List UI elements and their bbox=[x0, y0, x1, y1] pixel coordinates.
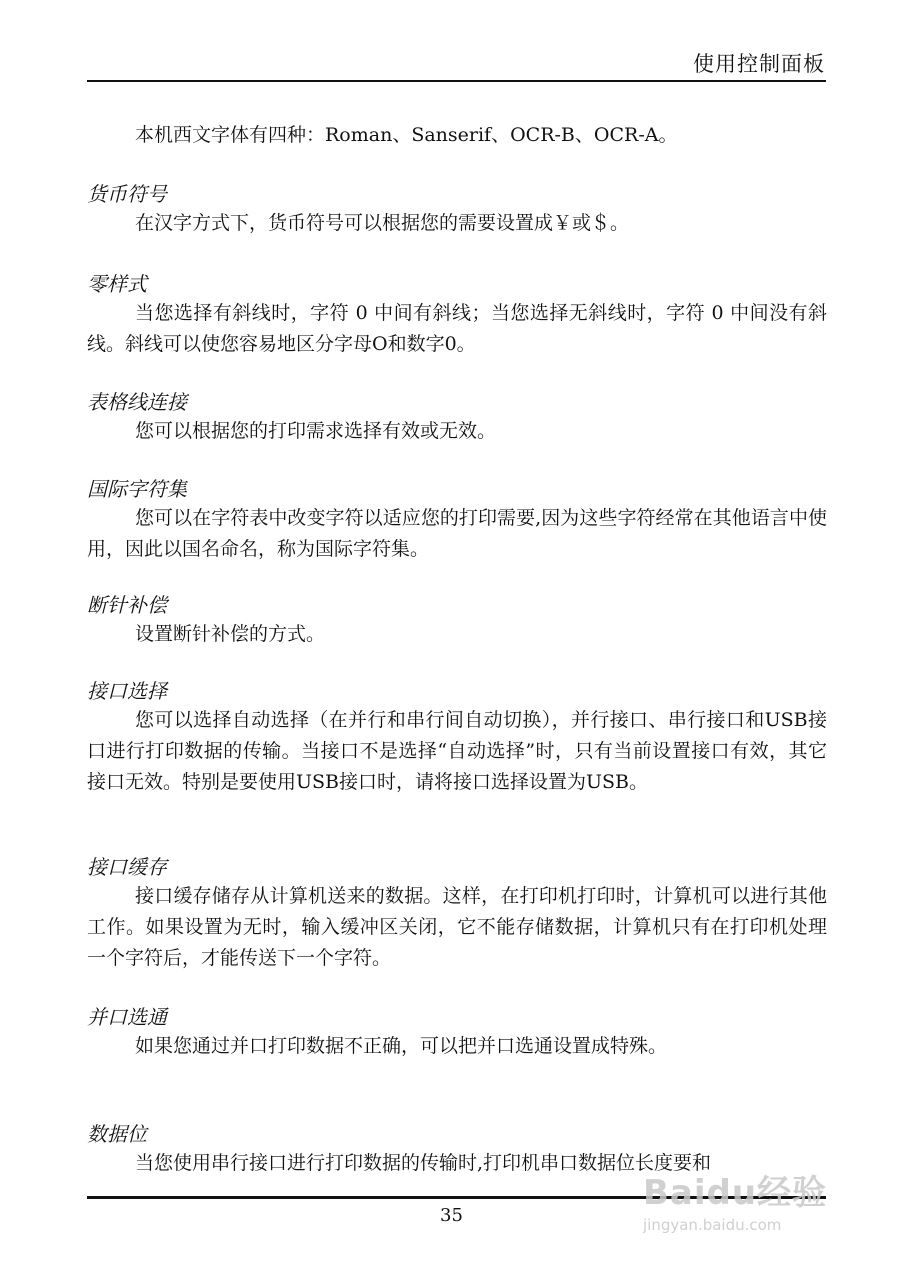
section-body: 当您使用串行接口进行打印数据的传输时,打印机串口数据位长度要和 bbox=[135, 1152, 712, 1174]
section-body: 接口缓存储存从计算机送来的数据。这样，在打印机打印时，计算机可以进行其他工作。如果设置为无时，输入缓冲区关闭，它不能存储数据，计算机只有在打印机处理一个字符后，才能传送下一个字符。 bbox=[87, 885, 827, 969]
section-body: 您可以选择自动选择（在并行和串行间自动切换），并行接口、串行接口和USB接口进行打印数据的传输。当接口不是选择“自动选择”时，只有当前设置接口有效，其它接口无效。特别是要使用USB接口时，请将接口选择设置为USB。 bbox=[87, 709, 827, 793]
section-broken-pin-comp bbox=[87, 591, 827, 650]
section-body: 您可以在字符表中改变字符以适应您的打印需要,因为这些字符经常在其他语言中使用，因此以国名命名，称为国际字符集。 bbox=[87, 507, 827, 560]
section-table-line-connect bbox=[87, 388, 827, 447]
section-title: 接口选择 bbox=[87, 679, 167, 703]
header-rule bbox=[87, 80, 826, 82]
section-title: 并口选通 bbox=[87, 1005, 167, 1029]
section-title: 零样式 bbox=[87, 272, 147, 296]
section-title: 接口缓存 bbox=[87, 855, 167, 879]
section-body: 在汉字方式下，货币符号可以根据您的需要设置成￥或＄。 bbox=[135, 212, 630, 234]
section-currency-symbol bbox=[87, 180, 827, 239]
section-title: 国际字符集 bbox=[87, 477, 187, 501]
intro-paragraph: 本机西文字体有四种：Roman、Sanserif、OCR-B、OCR-A。 bbox=[135, 124, 678, 146]
section-title: 数据位 bbox=[87, 1122, 147, 1146]
page-number: 35 bbox=[440, 1205, 463, 1226]
section-title: 货币符号 bbox=[87, 182, 167, 206]
section-zero-style bbox=[87, 270, 827, 360]
section-intl-charset bbox=[87, 475, 827, 565]
section-parallel-strobe bbox=[87, 1003, 827, 1062]
baidu-watermark bbox=[643, 1165, 843, 1245]
section-interface-select bbox=[87, 677, 827, 798]
watermark-logo: Baidu经验 bbox=[643, 1173, 828, 1213]
section-body: 如果您通过并口打印数据不正确，可以把并口选通设置成特殊。 bbox=[135, 1035, 668, 1057]
section-body: 当您选择有斜线时，字符 0 中间有斜线；当您选择无斜线时，字符 0 中间没有斜线。斜线可以使您容易地区分字母O和数字0。 bbox=[87, 302, 827, 355]
section-body: 您可以根据您的打印需求选择有效或无效。 bbox=[135, 420, 497, 442]
section-interface-buffer bbox=[87, 853, 827, 974]
section-body: 设置断针补偿的方式。 bbox=[135, 623, 326, 645]
running-header: 使用控制面板 bbox=[693, 52, 825, 76]
section-title: 断针补偿 bbox=[87, 593, 167, 617]
section-title: 表格线连接 bbox=[87, 390, 187, 414]
watermark-url: jingyan.baidu.com bbox=[643, 1216, 782, 1234]
